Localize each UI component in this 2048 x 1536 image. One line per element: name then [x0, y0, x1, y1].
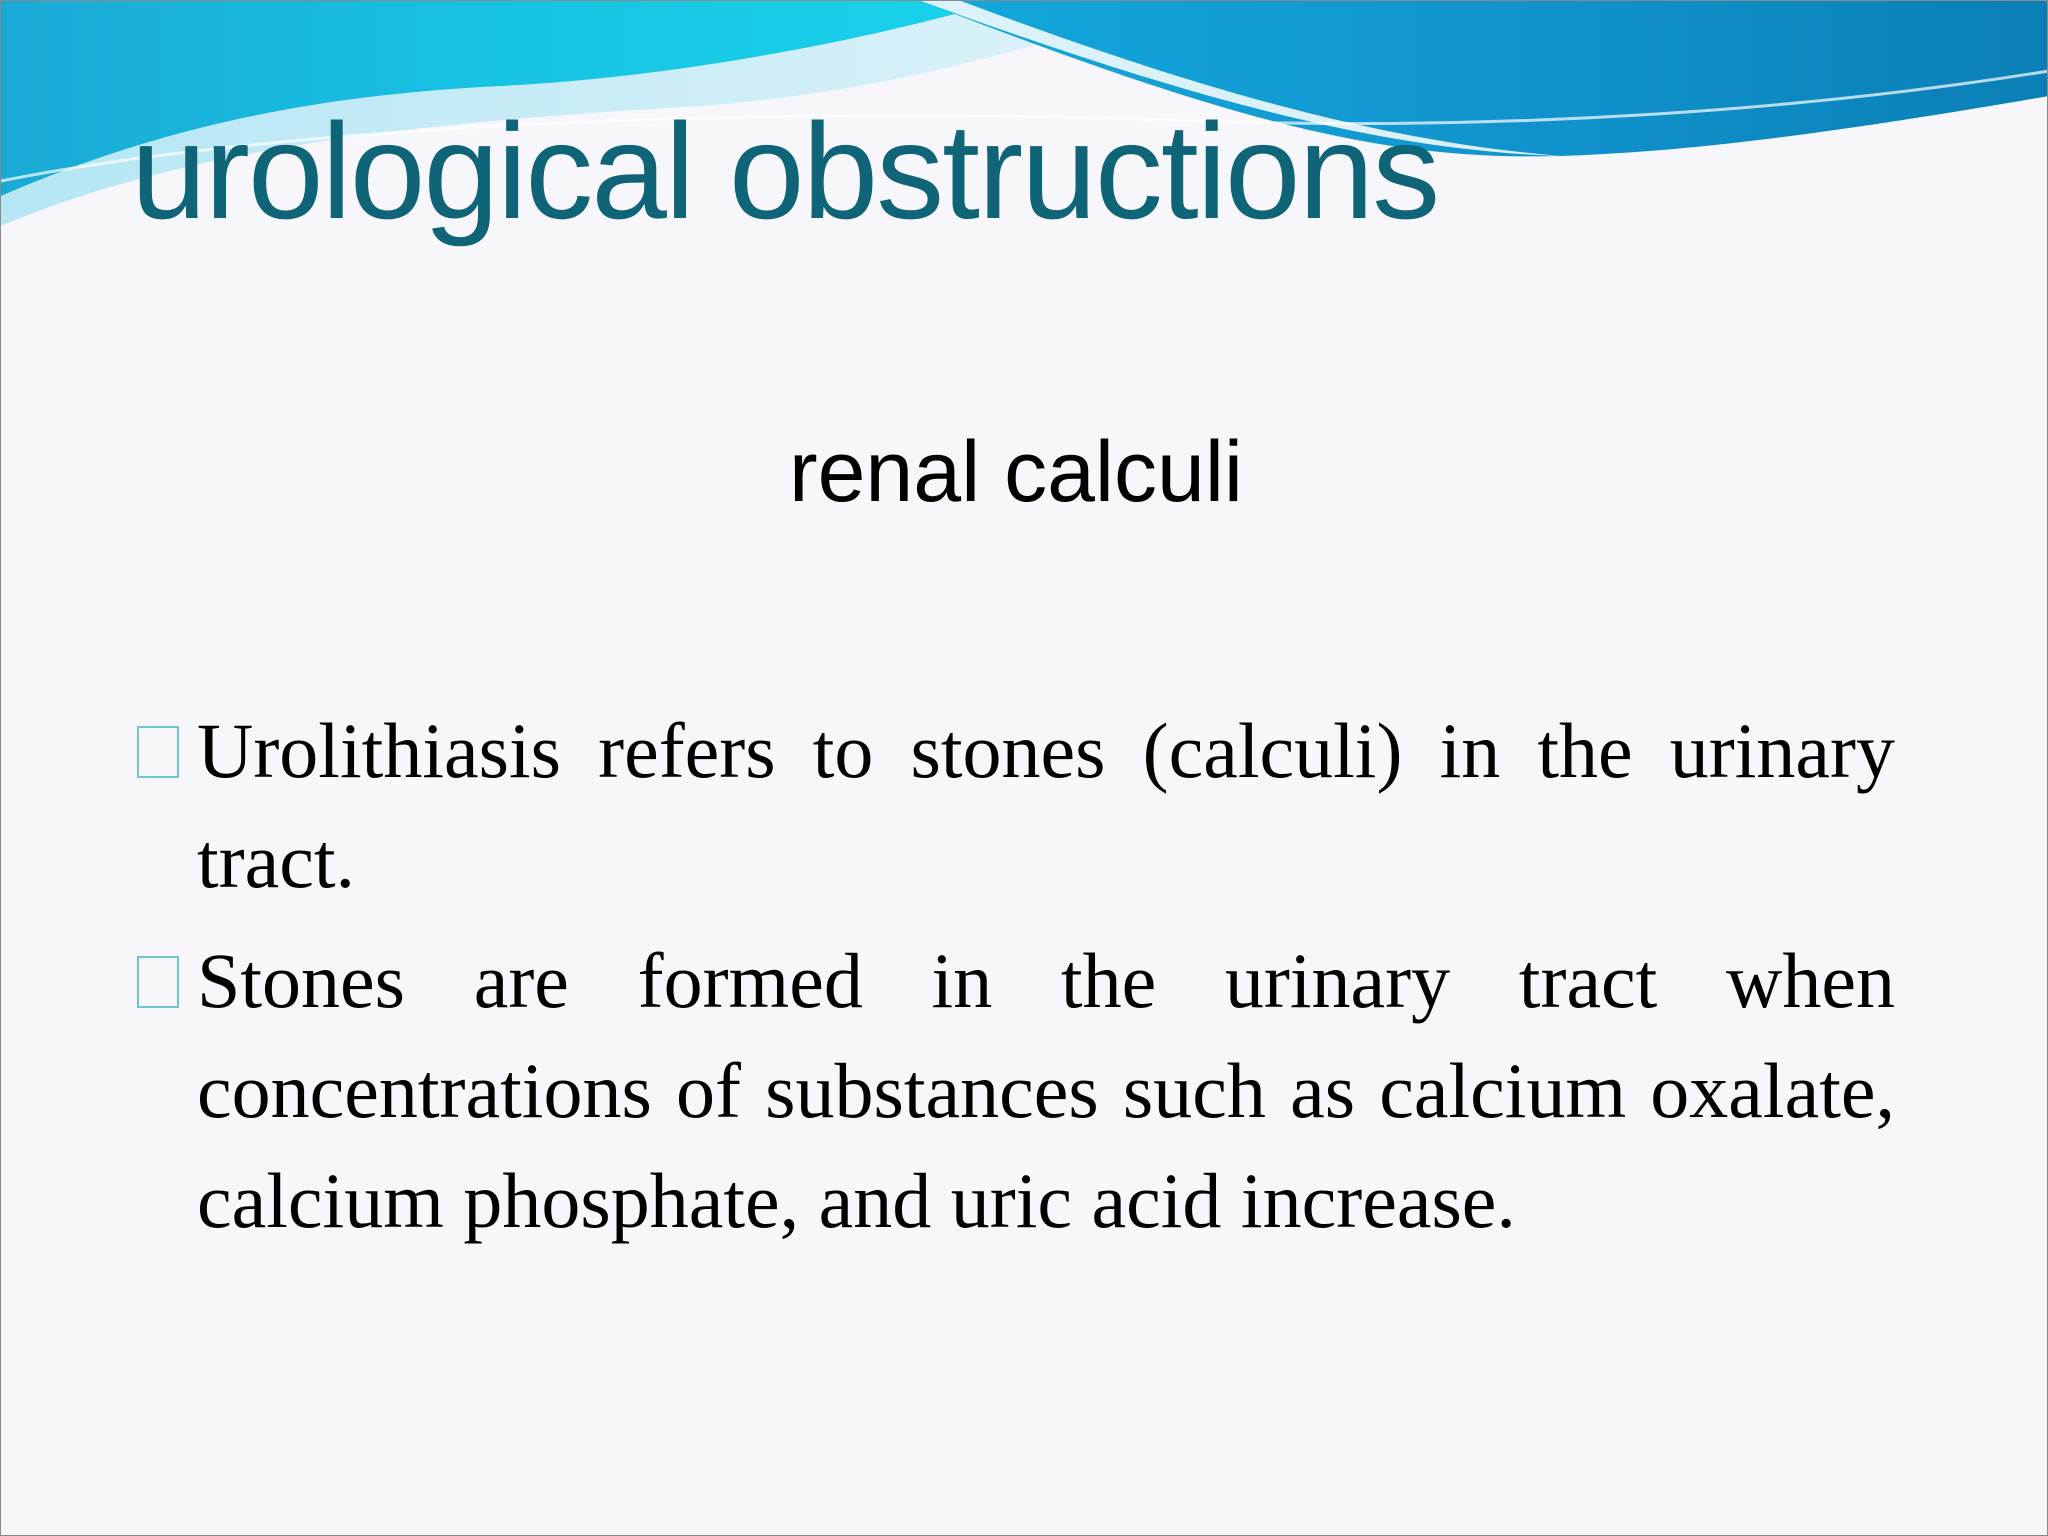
square-bullet-icon	[137, 956, 179, 1008]
bullet-list	[137, 696, 1895, 1266]
bullet-text: Urolithiasis refers to stones (calculi) in the urinary tract.	[197, 707, 1895, 904]
slide-subtitle: renal calculi	[788, 424, 1244, 520]
bullet-item	[137, 696, 1895, 916]
bullet-text: Stones are formed in the urinary tract when concentrations of substances such as calcium oxalate, calcium phosphate, and uric acid increase.	[197, 937, 1895, 1244]
square-bullet-icon	[137, 726, 179, 778]
bullet-item	[137, 926, 1895, 1256]
slide-title: urological obstructions	[131, 95, 1439, 247]
